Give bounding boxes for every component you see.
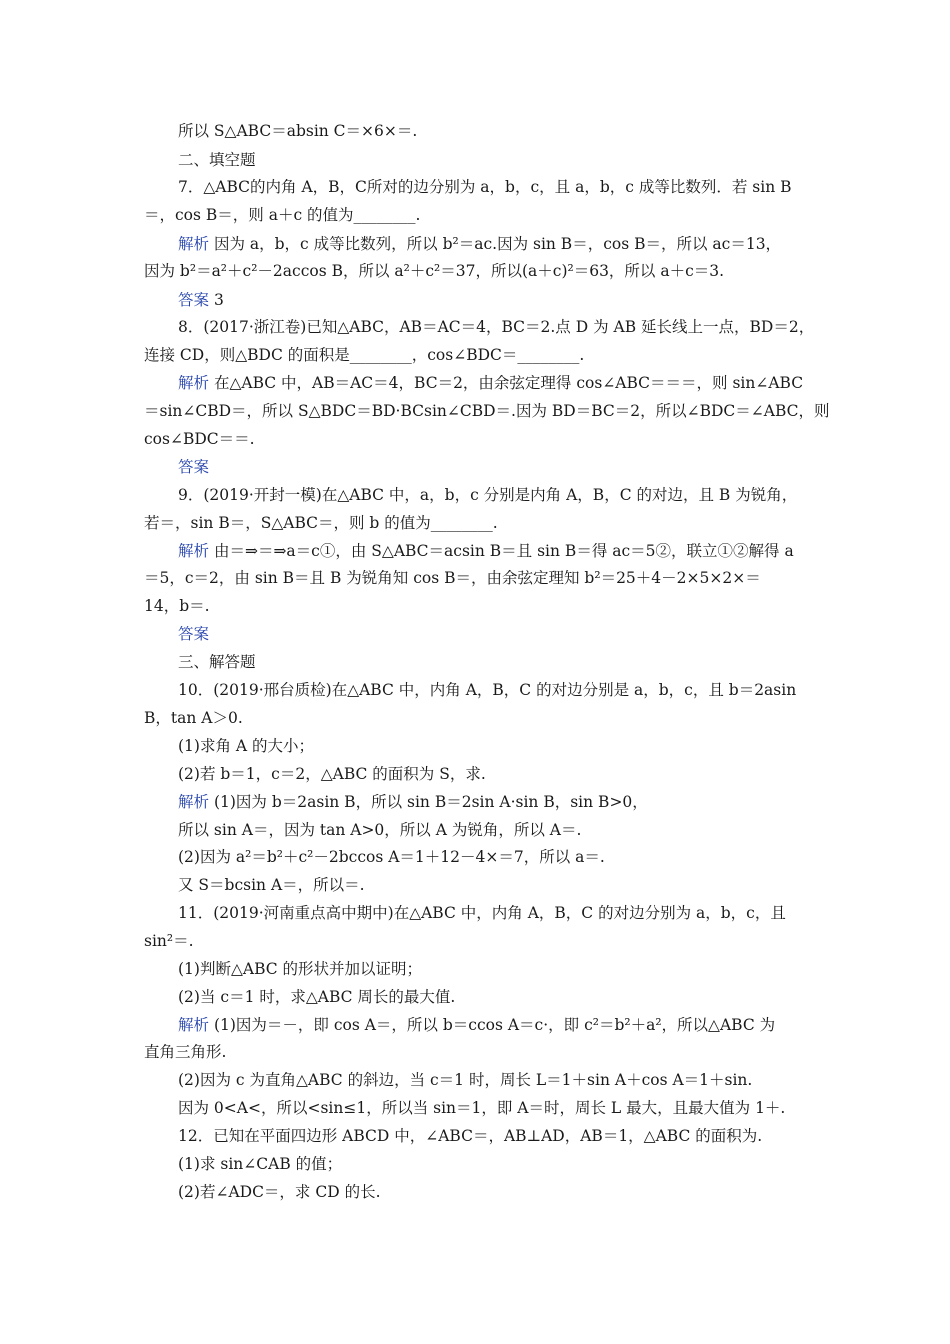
question-line: ＝，cos B＝，则 a＋c 的值为________.: [144, 206, 421, 224]
question-line: 10．(2019·邢台质检)在△ABC 中，内角 A，B，C 的对边分别是 a，b，c，且 b＝2asin: [178, 681, 797, 699]
solution-line: 解析 (1)因为 b＝2asin B，所以 sin B＝2sin A·sin B，sin B>0，: [178, 793, 648, 811]
solution-line: 解析 (1)因为＝－，即 cos A＝，所以 b＝ccos A＝c·，即 c²＝b²＋a²，所以△ABC 为: [178, 1016, 776, 1034]
question-line: (1)求角 A 的大小；: [178, 737, 315, 755]
answer-tag: 答案: [178, 625, 210, 643]
solution-line: 因为 0<A<，所以<sin≤1，所以当 sin＝1，即 A＝时，周长 L 最大，且最大值为 1＋.: [178, 1099, 786, 1117]
solution-line: 又 S＝bcsin A＝，所以＝.: [178, 876, 365, 894]
solution-tag: 解析: [178, 374, 210, 392]
question-line: 8．(2017·浙江卷)已知△ABC，AB＝AC＝4，BC＝2.点 D 为 AB 延长线上一点，BD＝2，: [178, 318, 815, 336]
text-line: 所以 S△ABC＝absin C＝×6×＝.: [178, 122, 418, 140]
solution-line: 解析 在△ABC 中，AB＝AC＝4，BC＝2，由余弦定理得 cos∠ABC＝＝＝，则 sin∠ABC: [178, 374, 804, 392]
question-line: 连接 CD，则△BDC 的面积是________，cos∠BDC＝________.: [144, 346, 585, 364]
question-line: (1)求 sin∠CAB 的值；: [178, 1155, 343, 1173]
question-line: 若＝，sin B＝，S△ABC＝，则 b 的值为________.: [144, 514, 498, 532]
solution-line: ＝sin∠CBD＝，所以 S△BDC＝BD·BCsin∠CBD＝.因为 BD＝BC＝2，所以∠BDC＝∠ABC，则: [144, 402, 830, 420]
solution-line: 解析 因为 a，b，c 成等比数列，所以 b²＝ac.因为 sin B＝，cos B＝，所以 ac＝13，: [178, 235, 782, 253]
solution-tag: 解析: [178, 1016, 210, 1034]
solution-line: ＝5，c＝2，由 sin B＝且 B 为锐角知 cos B＝，由余弦定理知 b²＝25＋4－2×5×2×＝: [144, 569, 761, 587]
question-line: 7．△ABC的内角 A，B，C所对的边分别为 a，b，c，且 a，b，c 成等比数列．若 sin B: [178, 178, 792, 196]
section-heading: 二、填空题: [178, 151, 256, 169]
solution-line: (2)因为 a²＝b²＋c²－2bccos A＝1＋12－4×＝7，所以 a＝.: [178, 848, 605, 866]
answer-tag: 答案: [178, 291, 210, 309]
answer-line: [178, 624, 209, 644]
question-line: (2)若∠ADC＝，求 CD 的长.: [178, 1183, 381, 1201]
solution-tag: 解析: [178, 793, 210, 811]
question-line: 12．已知在平面四边形 ABCD 中，∠ABC＝，AB⊥AD，AB＝1，△ABC 的面积为.: [178, 1127, 763, 1145]
solution-line: 解析 由＝⇒＝⇒a＝c①，由 S△ABC＝acsin B＝且 sin B＝得 ac＝5②，联立①②解得 a: [178, 542, 794, 560]
solution-line: (2)因为 c 为直角△ABC 的斜边，当 c＝1 时，周长 L＝1＋sin A＋cos A＝1＋sin.: [178, 1071, 753, 1089]
answer-line: [178, 457, 209, 477]
solution-line: 直角三角形.: [144, 1043, 227, 1061]
solution-line: cos∠BDC＝＝.: [144, 430, 255, 448]
section-heading: 三、解答题: [178, 653, 256, 671]
solution-line: 14，b＝.: [144, 597, 210, 615]
question-line: (2)当 c＝1 时，求△ABC 周长的最大值.: [178, 988, 456, 1006]
question-line: 9．(2019·开封一模)在△ABC 中，a，b，c 分别是内角 A，B，C 的对边，且 B 为锐角，: [178, 486, 798, 504]
answer-line: 答案 3: [178, 291, 224, 309]
question-line: (1)判断△ABC 的形状并加以证明；: [178, 960, 423, 978]
solution-tag: 解析: [178, 542, 210, 560]
solution-line: 所以 sin A＝，因为 tan A>0，所以 A 为锐角，所以 A＝.: [178, 821, 582, 839]
solution-tag: 解析: [178, 235, 210, 253]
solution-line: 因为 b²＝a²＋c²－2accos B，所以 a²＋c²＝37，所以(a＋c)²＝63，所以 a＋c＝3.: [144, 262, 725, 280]
question-line: B，tan A＞0.: [144, 709, 243, 727]
question-line: 11．(2019·河南重点高中期中)在△ABC 中，内角 A，B，C 的对边分别为 a，b，c，且: [178, 904, 786, 922]
answer-tag: 答案: [178, 458, 210, 476]
question-line: (2)若 b＝1，c＝2，△ABC 的面积为 S，求.: [178, 765, 486, 783]
question-line: sin²＝.: [144, 932, 194, 950]
